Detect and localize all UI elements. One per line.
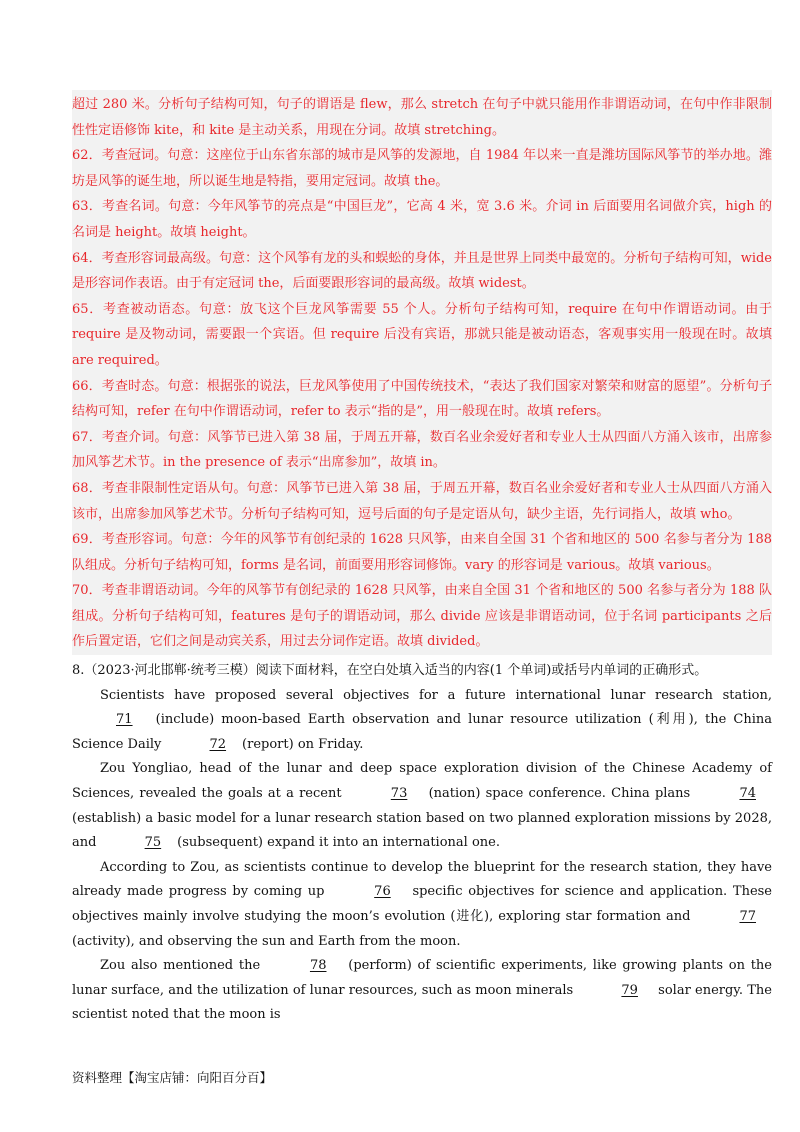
passage-paragraph-2: Zou Yongliao, head of the lunar and deep space exploration division of the Chinese Academy of Sciences, revealed the goals at a recent 73 (nation) space conference. China plans 74 (establish) a basic model for a lunar research station based on two planned exploration missions by 2028, and 75 (subsequent) expand it into an international one. bbox=[72, 757, 772, 855]
blank-74: 74 bbox=[739, 786, 756, 802]
page-content bbox=[72, 90, 772, 1028]
blank-71: 71 bbox=[116, 712, 133, 728]
blank-79: 79 bbox=[621, 982, 638, 998]
answer-66: 66．考查时态。句意：根据张的说法，巨龙风筝使用了中国传统技术，“表达了我们国家对繁荣和财富的愿望”。分析句子结构可知，refer 在句中作谓语动词，refer to 表示“指的是”，用一般现在时。故填 refers。 bbox=[72, 378, 772, 420]
answer-65: 65．考查被动语态。句意：放飞这个巨龙风筝需要 55 个人。分析句子结构可知，require 在句中作谓语动词。由于 require 是及物动词，需要跟一个宾语。但 require 后没有宾语，那就只能是被动语态，客观事实用一般现在时。故填 are required。 bbox=[72, 301, 772, 368]
blank-75: 75 bbox=[144, 835, 162, 851]
passage-paragraph-1: Scientists have proposed several objectives for a future international lunar research station, 71 (include) moon-based Earth observation and lunar resource utilization (利用), the China Science Daily 72 (report) on Friday. bbox=[72, 684, 772, 758]
blank-76: 76 bbox=[374, 884, 391, 900]
blank-72: 72 bbox=[209, 736, 227, 752]
passage-paragraph-4: Zou also mentioned the 78 (perform) of scientific experiments, like growing plants on the lunar surface, and the utilization of lunar resources, such as moon minerals 79 solar energy. The scientist noted that the moon is bbox=[72, 954, 772, 1028]
footer-note: 资料整理【淘宝店铺：向阳百分百】 bbox=[72, 1070, 273, 1085]
blank-78: 78 bbox=[309, 958, 327, 974]
question-8 bbox=[72, 659, 772, 1028]
question-heading: 8.（2023·河北邯郸·统考三模）阅读下面材料，在空白处填入适当的内容(1 个单词)或括号内单词的正确形式。 bbox=[72, 663, 708, 679]
blank-77: 77 bbox=[739, 909, 756, 924]
answer-61-tail: 超过 280 米。分析句子结构可知，句子的谓语是 flew，那么 stretch 在句子中就只能用作非谓语动词，在句中作非限制性性定语修饰 kite，和 kite 是主动关系，用现在分词。故填 stretching。 bbox=[72, 97, 772, 138]
passage-paragraph-3: According to Zou, as scientists continue to develop the blueprint for the research station, they have already made progress by coming up 76 specific objectives for science and application. These objectives mainly involve studying the moon’s evolution (进化), exploring star formation and 77 (activity), and observing the sun and Earth from the moon. bbox=[72, 859, 773, 949]
answer-64: 64．考查形容词最高级。句意：这个风筝有龙的头和蜈蚣的身体，并且是世界上同类中最宽的。分析句子结构可知，wide 是形容词作表语。由于有定冠词 the，后面要跟形容词的最高级。故填 widest。 bbox=[72, 250, 772, 292]
answer-explanations bbox=[72, 90, 772, 655]
answer-62: 62．考查冠词。句意：这座位于山东省东部的城市是风筝的发源地，自 1984 年以来一直是潍坊国际风筝节的举办地。潍坊是风筝的诞生地，所以诞生地是特指，要用定冠词。故填 the。 bbox=[72, 148, 772, 189]
answer-67: 67．考查介词。句意：风筝节已进入第 38 届，于周五开幕，数百名业余爱好者和专业人士从四面八方涌入该市，出席参加风筝艺术节。in the presence of 表示“出席参加”，故填 in。 bbox=[72, 429, 772, 471]
answer-63: 63．考查名词。句意：今年风筝节的亮点是“中国巨龙”，它高 4 米，宽 3.6 米。介词 in 后面要用名词做介宾，high 的名词是 height。故填 height。 bbox=[72, 199, 772, 240]
blank-73: 73 bbox=[390, 786, 408, 802]
answer-70: 70．考查非谓语动词。今年的风筝节有创纪录的 1628 只风筝，由来自全国 31 个省和地区的 500 名参与者分为 188 队组成。分析句子结构可知，features 是句子的谓语动词，那么 divide 应该是非谓语动词，位于名词 participants 之后作后置定语，它们之间是动宾关系，用过去分词作定语。故填 divided。 bbox=[72, 583, 772, 650]
answer-68: 68．考查非限制性定语从句。句意：风筝节已进入第 38 届，于周五开幕，数百名业余爱好者和专业人士从四面八方涌入该市，出席参加风筝艺术节。分析句子结构可知，逗号后面的句子是定语从句，缺少主语，先行词指人，故填 who。 bbox=[72, 480, 772, 522]
answer-69: 69．考查形容词。句意：今年的风筝节有创纪录的 1628 只风筝，由来自全国 31 个省和地区的 500 名参与者分为 188 队组成。分析句子结构可知，forms 是名词，前面要用形容词修饰。vary 的形容词是 various。故填 various。 bbox=[72, 532, 772, 573]
